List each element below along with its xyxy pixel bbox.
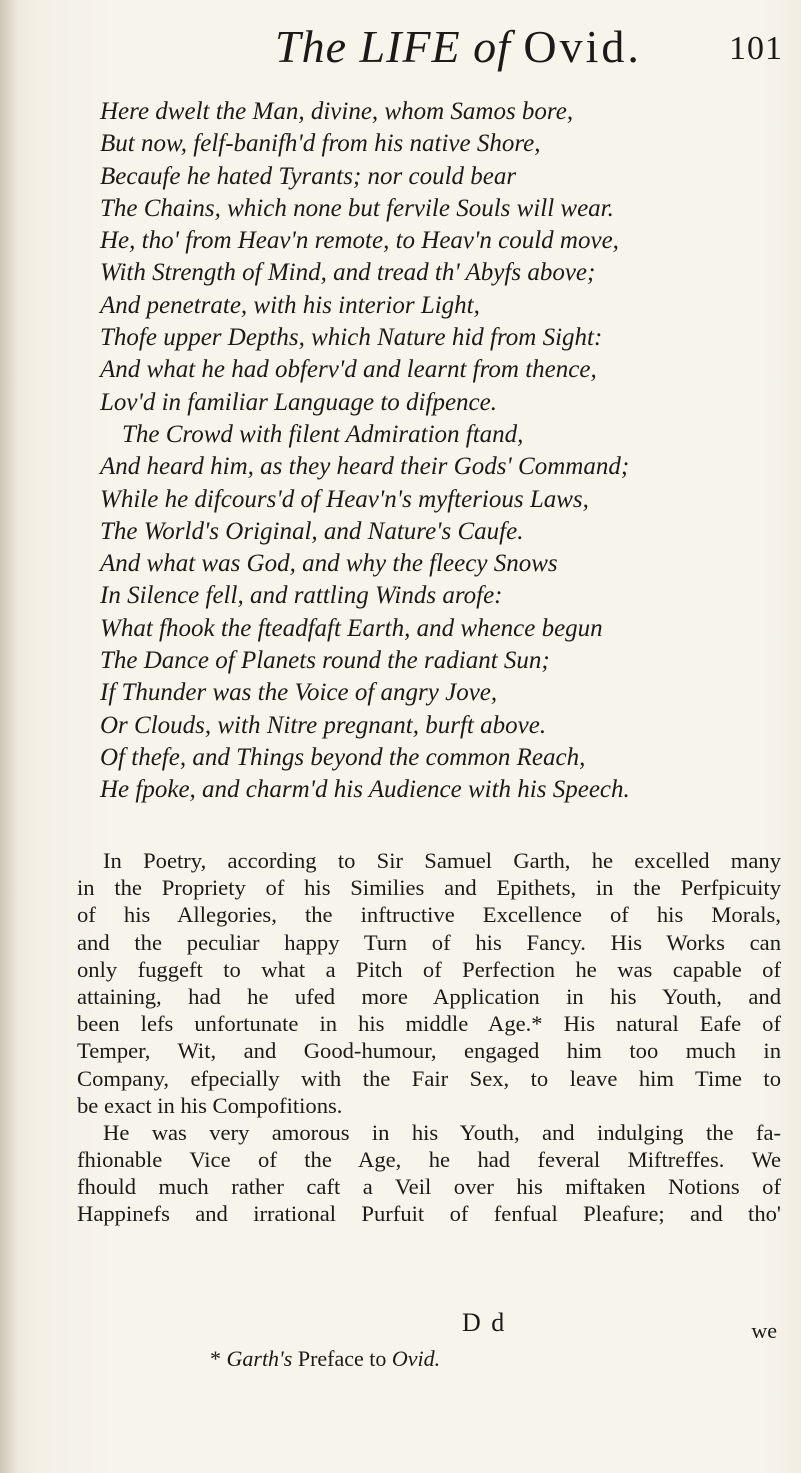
verse-line: With Strength of Mind, and tread th' Abyfs above; <box>100 259 596 287</box>
prose-line: and the peculiar happy Turn of his Fancy. His Works can <box>77 929 781 955</box>
footnote <box>210 1346 440 1372</box>
signature-mark: D d <box>462 1308 507 1337</box>
verse-line: The Dance of Planets round the radiant Sun; <box>100 647 550 675</box>
prose-line: fhionable Vice of the Age, he had feveral Miftreffes. We <box>77 1147 781 1173</box>
verse-line: Here dwelt the Man, divine, whom Samos bore, <box>100 98 574 125</box>
prose-line: attaining, had he ufed more Application in his Youth, and <box>77 983 781 1009</box>
verse-line: But now, felf-banifh'd from his native Shore, <box>100 130 541 158</box>
prose-line: been lefs unfortunate in his middle Age.* His natural Eafe of <box>77 1011 781 1037</box>
prose-line: In Poetry, according to Sir Samuel Garth, he excelled many <box>103 848 781 873</box>
verse-line: While he difcours'd of Heav'n's myfterious Laws, <box>100 485 589 513</box>
prose-line: Happinefs and irrational Purfuit of fenfual Pleafure; and tho' <box>77 1201 781 1227</box>
footnote-text: Preface to <box>292 1346 392 1371</box>
prose-line: fhould much rather caft a Veil over his miftaken Notions of <box>77 1174 781 1200</box>
verse-line: And what he had obferv'd and learnt from thence, <box>100 356 597 384</box>
prose-line: Temper, Wit, and Good-humour, engaged him too much in <box>77 1038 781 1064</box>
footnote-author: Garth's <box>226 1346 293 1371</box>
gutter-shadow <box>0 0 18 1473</box>
page-number: 101 <box>729 30 783 67</box>
verse-line: And heard him, as they heard their Gods' Command; <box>100 453 630 481</box>
prose-line: in the Propriety of his Similies and Epithets, in the Perfpicuity <box>77 875 781 901</box>
verse-line: The Chains, which none but fervile Souls will wear. <box>100 194 614 222</box>
prose-line: only fuggeft to what a Pitch of Perfection he was capable of <box>77 956 781 982</box>
verse-line: He fpoke, and charm'd his Audience with his Speech. <box>100 776 630 804</box>
running-title <box>275 20 642 73</box>
verse-line: Thofe upper Depths, which Nature hid from Sight: <box>100 324 603 352</box>
verse-line: And what was God, and why the fleecy Snows <box>100 550 558 578</box>
verse-line: If Thunder was the Voice of angry Jove, <box>100 679 498 707</box>
verse-line: The World's Original, and Nature's Caufe. <box>100 517 524 545</box>
prose-line: Company, efpecially with the Fair Sex, to leave him Time to <box>77 1065 781 1091</box>
prose-line: of his Allegories, the inftructive Excellence of his Morals, <box>77 902 781 928</box>
verse-line: In Silence fell, and rattling Winds arofe: <box>100 582 503 610</box>
running-head <box>195 14 785 84</box>
prose-line: be exact in his Compofitions. <box>77 1092 343 1118</box>
running-title-text: The LIFE of <box>275 21 511 72</box>
verse-line: Lov'd in familiar Language to difpence. <box>100 388 497 416</box>
verse-line: He, tho' from Heav'n remote, to Heav'n could move, <box>100 227 619 255</box>
verse-line: Of thefe, and Things beyond the common Reach, <box>100 743 586 771</box>
footnote-marker: * <box>210 1346 227 1371</box>
prose-line: He was very amorous in his Youth, and indulging the fa- <box>103 1119 781 1145</box>
verse-line: Or Clouds, with Nitre pregnant, burft above. <box>100 711 547 739</box>
prose-block <box>77 847 781 1228</box>
verse-block <box>100 96 790 807</box>
verse-line: What fhook the fteadfaft Earth, and whence begun <box>100 614 603 642</box>
running-title-ovid: Ovid. <box>523 21 642 72</box>
verse-line: Becaufe he hated Tyrants; nor could bear <box>100 162 517 190</box>
verse-line: The Crowd with filent Admiration ftand, <box>122 420 524 448</box>
footnote-work: Ovid. <box>391 1346 441 1371</box>
verse-line: And penetrate, with his interior Light, <box>100 291 480 319</box>
catchword: we <box>751 1318 777 1343</box>
